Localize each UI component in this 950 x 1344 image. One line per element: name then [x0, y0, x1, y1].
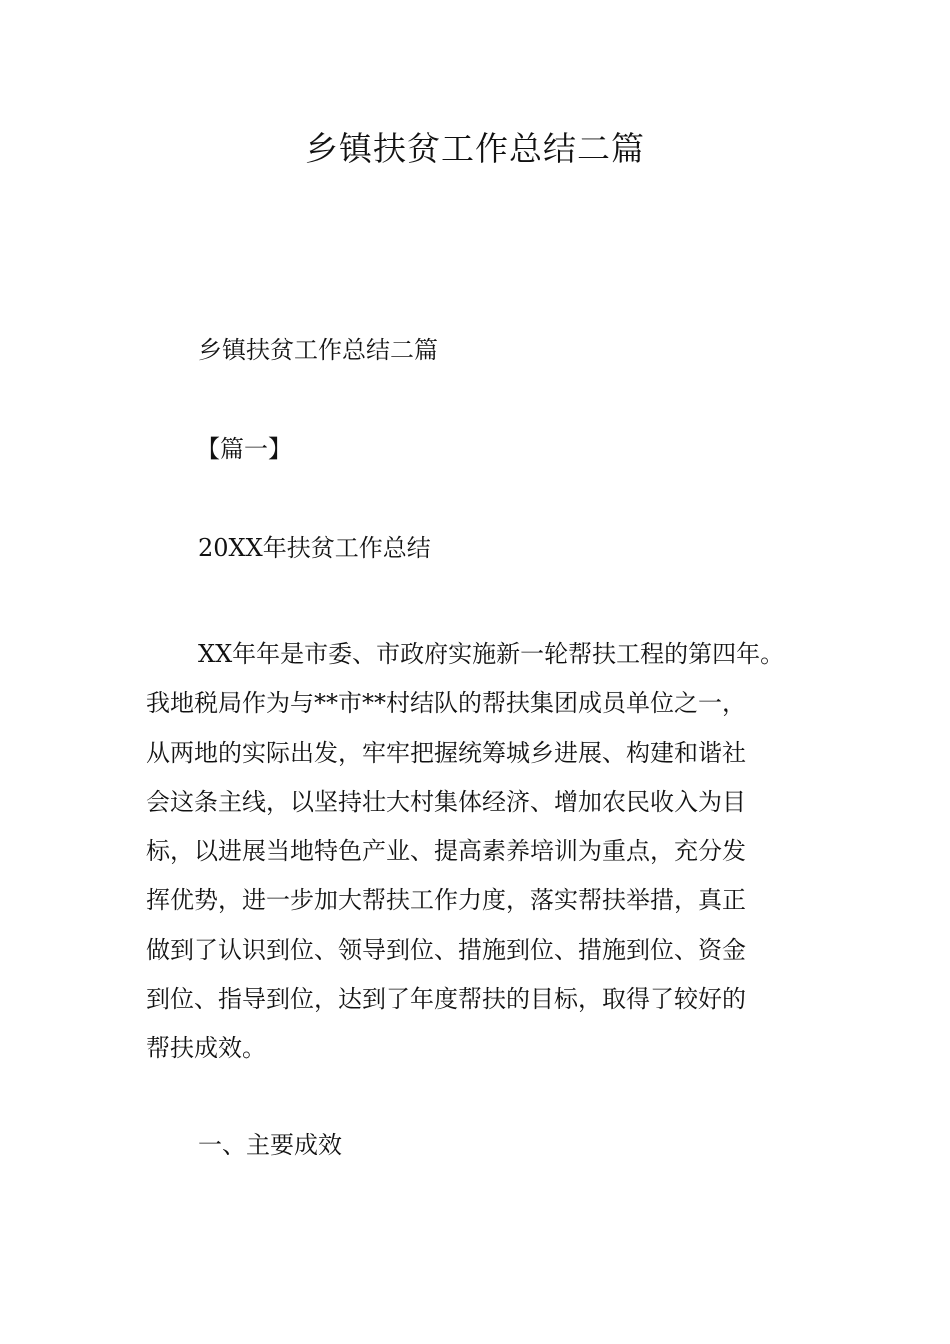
paragraph-line: 帮扶成效。 [146, 1034, 266, 1063]
document-subtitle: 乡镇扶贫工作总结二篇 [198, 336, 438, 364]
body-paragraph [146, 630, 826, 1074]
paragraph-line: 挥优势，进一步加大帮扶工作力度，落实帮扶举措，真正 [146, 886, 746, 915]
paragraph-line: 会这条主线，以坚持壮大村集体经济、增加农民收入为目 [146, 787, 746, 816]
paragraph-line: 做到了认识到位、领导到位、措施到位、措施到位、资金 [146, 935, 746, 964]
year-heading: 20XX年扶贫工作总结 [198, 534, 431, 562]
paragraph-line: 到位、指导到位，达到了年度帮扶的目标，取得了较好的 [146, 985, 746, 1014]
paragraph-line: 标，以进展当地特色产业、提高素养培训为重点，充分发 [146, 837, 746, 866]
paragraph-line: 我地税局作为与**市**村结队的帮扶集团成员单位之一， [146, 689, 746, 718]
paragraph-line: XX年年是市委、市政府实施新一轮帮扶工程的第四年。 [198, 640, 785, 668]
paragraph-line: 从两地的实际出发，牢牢把握统筹城乡进展、构建和谐社 [146, 738, 746, 767]
section-marker: 【篇一】 [196, 435, 292, 463]
section-heading: 一、主要成效 [198, 1131, 342, 1159]
document-title: 乡镇扶贫工作总结二篇 [305, 129, 645, 168]
